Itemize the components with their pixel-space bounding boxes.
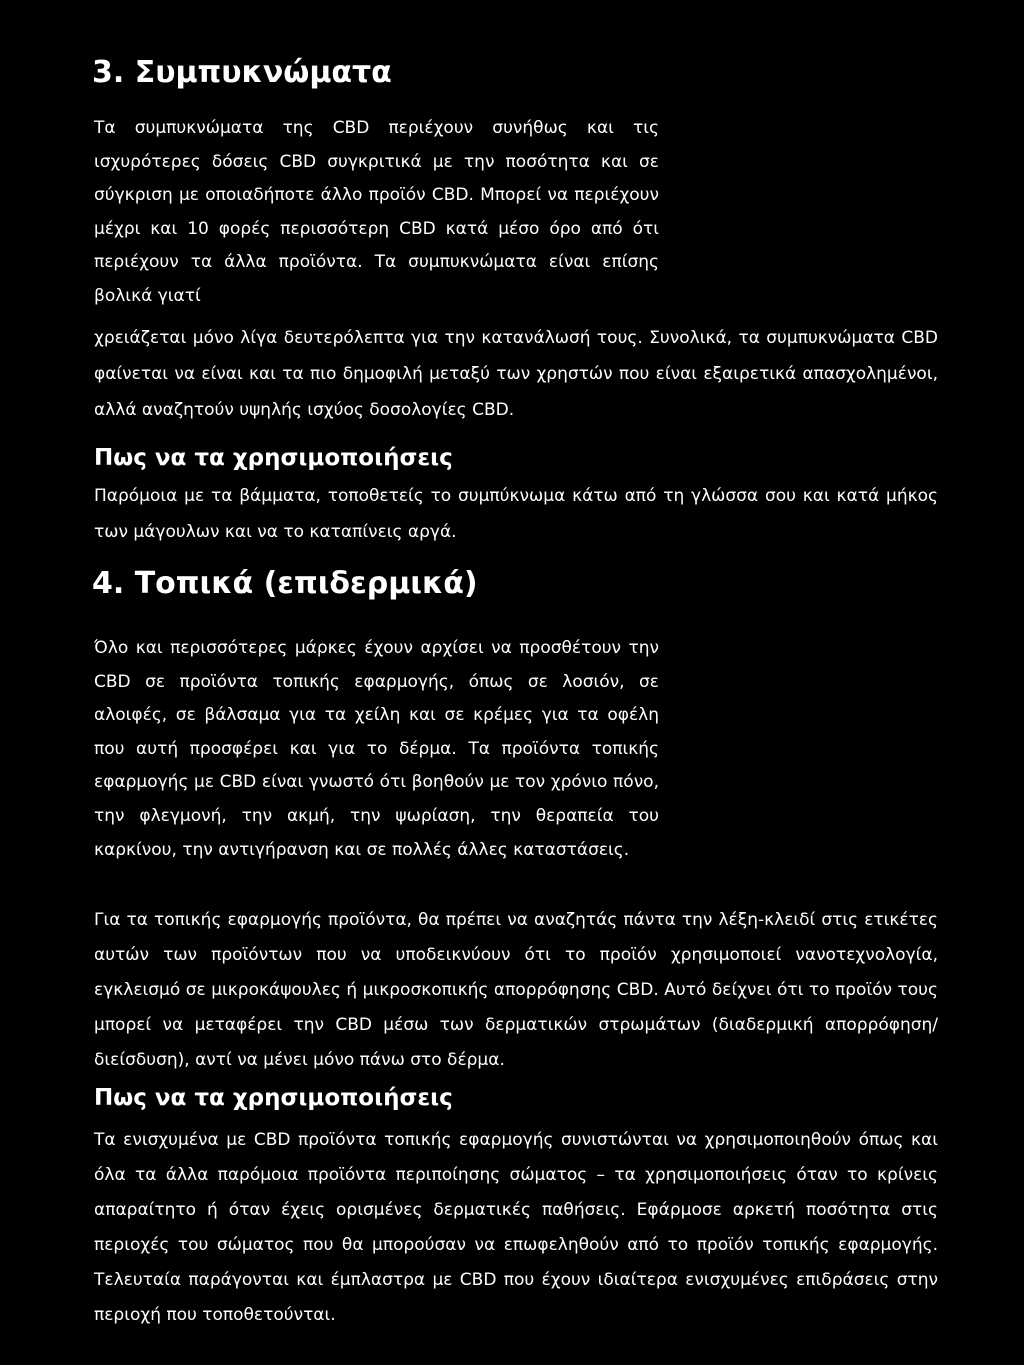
section-3-continuation-paragraph: χρειάζεται μόνο λίγα δευτερόλεπτα για την κατανάλωσή τους. Συνολικά, τα συμπυκνώματα CBD φαίνεται να είναι και τα πιο δημοφιλή μεταξύ των χρηστών που είναι εξαιρετικά απασχολημένοι, αλλά αναζητούν υψηλής ισχύος δοσολογίες CBD. (94, 328, 938, 420)
section-3-usage-heading: Πως να τα χρησιμοποιήσεις (94, 445, 453, 471)
section-4-usage-heading: Πως να τα χρησιμοποιήσεις (94, 1085, 453, 1111)
section-4-heading: 4. Τοπικά (επιδερμικά) (92, 566, 478, 601)
section-4-intro-paragraph: Όλο και περισσότερες μάρκες έχουν αρχίσει να προσθέτουν την CBD σε προϊόντα τοπικής εφαρμογής, όπως σε λοσιόν, σε αλοιφές, σε βάλσαμα για τα χείλη και σε κρέμες για τα οφέλη που αυτή προσφέρει και για το δέρμα. Τα προϊόντα τοπικής εφαρμογής με CBD είναι γνωστό ότι βοηθούν με τον χρόνιο πόνο, την φλεγμονή, την ακμή, την ψωρίαση, την θεραπεία του καρκίνου, την αντιγήρανση και σε πολλές άλλες καταστάσεις. (94, 638, 659, 860)
section-3-usage-paragraph: Παρόμοια με τα βάμματα, τοποθετείς το συμπύκνωμα κάτω από τη γλώσσα σου και κατά μήκος των μάγουλων και να το καταπίνεις αργά. (94, 486, 938, 542)
section-4-usage-paragraph: Τα ενισχυμένα με CBD προϊόντα τοπικής εφαρμογής συνιστώνται να χρησιμοποιηθούν όπως και όλα τα άλλα παρόμοια προϊόντα περιποίησης σώματος – τα χρησιμοποιήσεις όταν το κρίνεις απαραίτητο ή όταν έχεις ορισμένες δερματικές παθήσεις. Εφάρμοσε αρκετή ποσότητα στις περιοχές του σώματος που θα μπορούσαν να επωφεληθούν από το προϊόν τοπικής εφαρμογής. Τελευταία παράγονται και έμπλαστρα με CBD που έχουν ιδιαίτερα ενισχυμένες επιδράσεις στην περιοχή που τοποθετούνται. (94, 1130, 938, 1325)
section-3-intro-paragraph: Τα συμπυκνώματα της CBD περιέχουν συνήθως και τις ισχυρότερες δόσεις CBD συγκριτικά με την ποσότητα και σε σύγκριση με οποιαδήποτε άλλο προϊόν CBD. Μπορεί να περιέχουν μέχρι και 10 φορές περισσότερη CBD κατά μέσο όρο από ότι περιέχουν τα άλλα προϊόντα. Τα συμπυκνώματα είναι επίσης βολικά γιατί (94, 118, 659, 306)
section-4-keyword-paragraph: Για τα τοπικής εφαρμογής προϊόντα, θα πρέπει να αναζητάς πάντα την λέξη-κλειδί στις ετικέτες αυτών των προϊόντων που να υποδεικνύουν ότι το προϊόν χρησιμοποιεί νανοτεχνολογία, εγκλεισμό σε μικροκάψουλες ή μικροσκοπικής απορρόφησης CBD. Αυτό δείχνει ότι το προϊόν τους μπορεί να μεταφέρει την CBD μέσω των δερματικών στρωμάτων (διαδερμική απορρόφηση/ διείσδυση), αντί να μένει μόνο πάνω στο δέρμα. (94, 910, 938, 1070)
section-3-heading: 3. Συμπυκνώματα (92, 55, 392, 90)
